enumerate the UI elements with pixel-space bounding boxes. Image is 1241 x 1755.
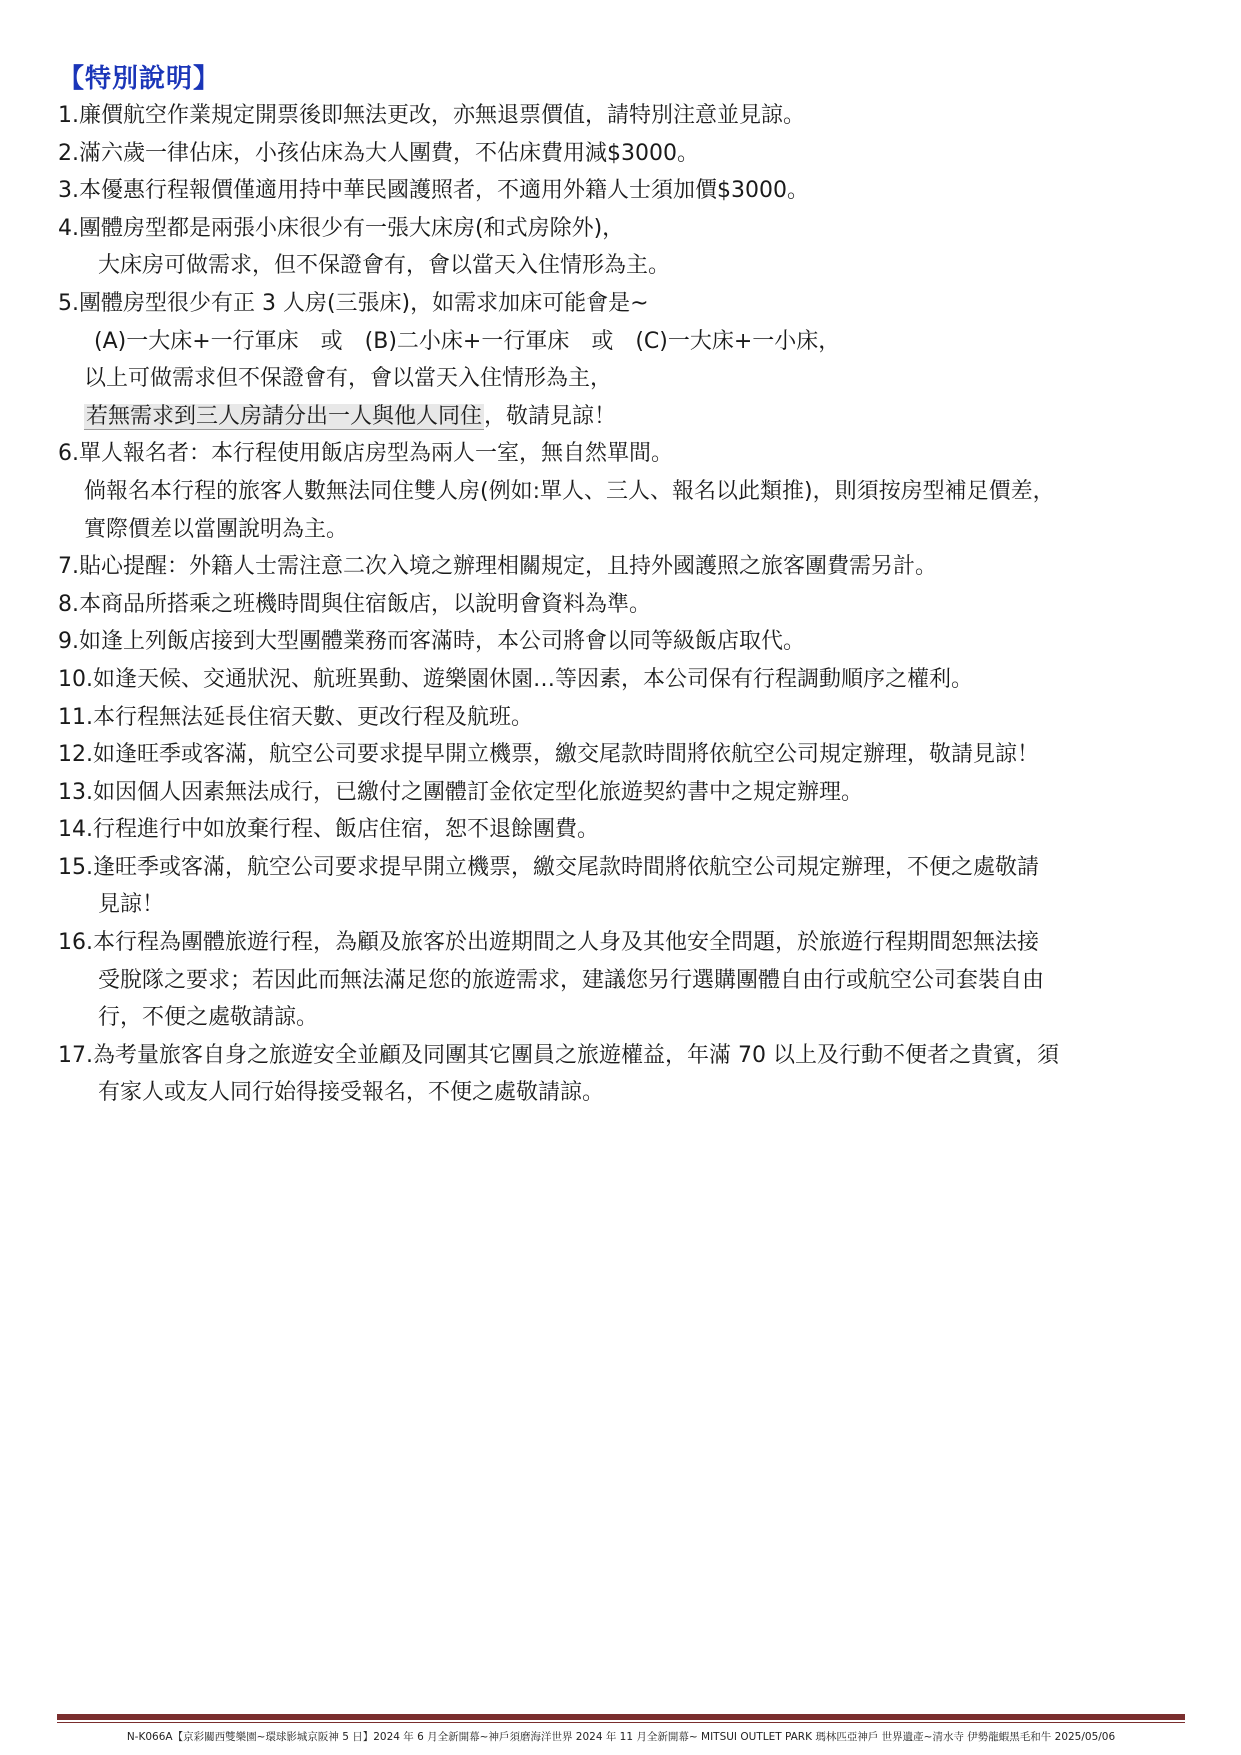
page-footer: N-K066A【京彩關西雙樂園~環球影城京阪神 5 日】2024 年 6 月全新開幕~神戶須磨海洋世界 2024 年 11 月全新開幕~ MITSUI OUTLET PARK 瑪林匹亞神戶 世界遺產~清水寺 伊勢龍蝦黑毛和牛 2025/05/06	[126, 1731, 1116, 1743]
note-line: 13.如因個人因素無法成行，已繳付之團體訂金依定型化旅遊契約書中之規定辦理。	[58, 779, 863, 805]
note-line: 9.如逢上列飯店接到大型團體業務而客滿時，本公司將會以同等級飯店取代。	[58, 629, 805, 655]
footer-divider	[57, 1714, 1185, 1720]
note-line: 11.本行程無法延長住宿天數、更改行程及航班。	[58, 704, 533, 730]
note-line: 7.貼心提醒：外籍人士需注意二次入境之辦理相關規定，且持外國護照之旅客團費需另計。	[58, 554, 937, 580]
note-line: 2.滿六歲一律佔床，小孩佔床為大人團費，不佔床費用減$3000。	[58, 140, 699, 166]
notes-list	[58, 97, 1193, 1112]
note-line: 8.本商品所搭乘之班機時間與住宿飯店，以說明會資料為準。	[58, 591, 651, 617]
note-line: 14.行程進行中如放棄行程、飯店住宿，恕不退餘團費。	[58, 817, 599, 843]
note-continuation: 見諒！	[98, 892, 165, 918]
note-continuation: 以上可做需求但不保證會有，會以當天入住情形為主，	[84, 366, 613, 392]
note-continuation: 受脫隊之要求；若因此而無法滿足您的旅遊需求，建議您另行選購團體自由行或航空公司套裝自由	[98, 967, 1045, 993]
note-line: 6.單人報名者：本行程使用飯店房型為兩人一室，無自然單間。	[58, 441, 673, 467]
highlighted-text: 若無需求到三人房請分出一人與他人同住	[86, 403, 483, 429]
footer-divider-thin	[57, 1722, 1185, 1723]
note-continuation: 實際價差以當團說明為主。	[84, 516, 349, 542]
section-heading: 【特別說明】	[58, 64, 221, 94]
note-continuation: 倘報名本行程的旅客人數無法同住雙人房(例如:單人、三人、報名以此類推)，則須按房型補足價差，	[84, 478, 1055, 504]
note-line: 16.本行程為團體旅遊行程，為顧及旅客於出遊期間之人身及其他安全問題，於旅遊行程期間恕無法接	[58, 930, 1039, 956]
note-continuation	[58, 398, 1193, 436]
note-line: 5.團體房型很少有正 3 人房(三張床)，如需求加床可能會是~	[58, 290, 649, 316]
note-line: 1.廉價航空作業規定開票後即無法更改，亦無退票價值，請特別注意並見諒。	[58, 103, 805, 128]
note-line: 4.團體房型都是兩張小床很少有一張大床房(和式房除外)，	[58, 215, 625, 241]
note-continuation: 行，不便之處敬請諒。	[98, 1005, 319, 1031]
note-line: 3.本優惠行程報價僅適用持中華民國護照者，不適用外籍人士須加價$3000。	[58, 178, 809, 204]
note-continuation: 有家人或友人同行始得接受報名，不便之處敬請諒。	[98, 1080, 605, 1106]
note-options: (A)一大床+一行軍床 或 (B)二小床+一行軍床 或 (C)一大床+一小床，	[94, 328, 841, 354]
note-line: 15.逢旺季或客滿，航空公司要求提早開立機票，繳交尾款時間將依航空公司規定辦理，不便之處敬請	[58, 854, 1039, 880]
note-line: 10.如逢天候、交通狀況、航班異動、遊樂園休園…等因素，本公司保有行程調動順序之權利。	[58, 666, 973, 692]
note-continuation: 大床房可做需求，但不保證會有，會以當天入住情形為主。	[98, 253, 671, 279]
note-line: 17.為考量旅客自身之旅遊安全並顧及同團其它團員之旅遊權益，年滿 70 以上及行動不便者之貴賓，須	[58, 1042, 1059, 1068]
note-text: ，敬請見諒！	[484, 403, 617, 429]
note-line: 12.如逢旺季或客滿，航空公司要求提早開立機票，繳交尾款時間將依航空公司規定辦理，敬請見諒！	[58, 742, 1039, 768]
